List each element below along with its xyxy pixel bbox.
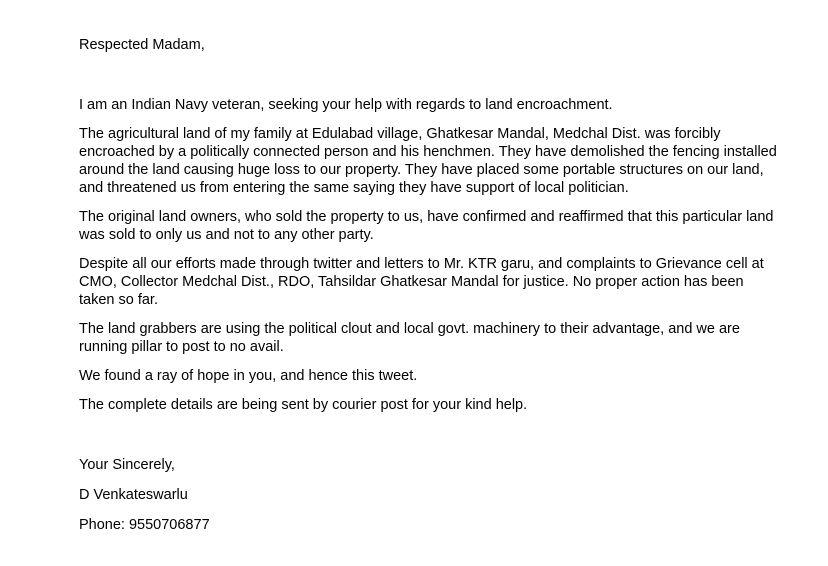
paragraph-intro: I am an Indian Navy veteran, seeking your help with regards to land encroachment. (79, 97, 613, 113)
paragraph-encroachment: The agricultural land of my family at Edulabad village, Ghatkesar Mandal, Medchal Dist. was forcibly encroached by a politically connected person and his henchmen. They have demolished the fencing installed around the land causing huge loss to our property. They have placed some portable structures on our land, and threatened us from entering the same saying they have support of local politician. (79, 126, 777, 196)
paragraph-efforts: Despite all our efforts made through twitter and letters to Mr. KTR garu, and complaints to Grievance cell at CMO, Collector Medchal Dist., RDO, Tahsildar Ghatkesar Mandal for justice. No proper action has been taken so far. (79, 256, 764, 308)
paragraph-land-grabbers: The land grabbers are using the political clout and local govt. machinery to their advantage, and we are running pillar to post to no avail. (79, 321, 740, 355)
closing: Your Sincerely, (79, 457, 175, 473)
letter-body (79, 36, 779, 534)
salutation: Respected Madam, (79, 37, 205, 53)
phone-number: Phone: 9550706877 (79, 517, 210, 533)
signer-name: D Venkateswarlu (79, 487, 188, 503)
paragraph-original-owners: The original land owners, who sold the property to us, have confirmed and reaffirmed that this particular land was sold to only us and not to any other party. (79, 209, 774, 243)
paragraph-details: The complete details are being sent by courier post for your kind help. (79, 397, 528, 413)
paragraph-hope: We found a ray of hope in you, and hence this tweet. (79, 368, 418, 384)
